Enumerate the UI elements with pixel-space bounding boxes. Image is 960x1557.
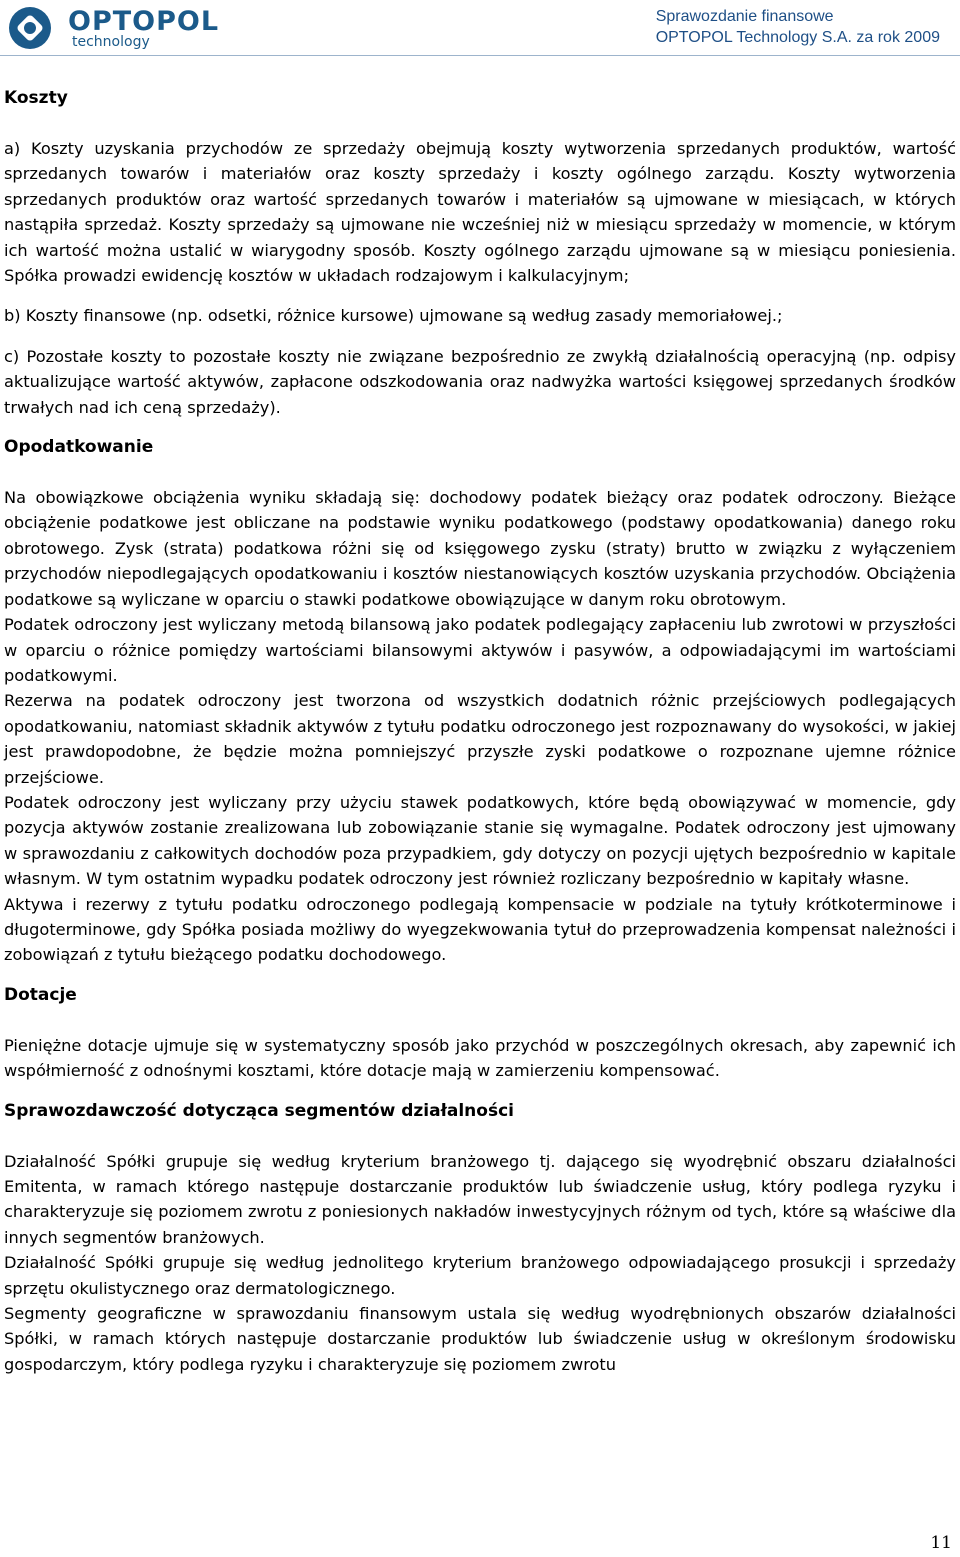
header-line-1: Sprawozdanie finansowe — [655, 8, 834, 25]
paragraph-opodatkowanie-4: Podatek odroczony jest wyliczany przy użyciu stawek podatkowych, które będą obowiązywać w momencie, gdy pozycja aktywów zostanie zrealizowana lub zobowiązanie stanie się wymagalne. Podatek odroczony jest ujmowany w sprawozdaniu z całkowitych dochodów poza przypadkiem, gdy dotyczy on pozycji ujętych bezpośrednio w kapitale własnym. W tym ostatnim wypadku podatek odroczony jest również rozliczany bezpośrednio w kapitały własne. — [4, 792, 956, 889]
paragraph-opodatkowanie-3: Rezerwa na podatek odroczony jest tworzona od wszystkich dodatnich różnic przejściowych podlegających opodatkowaniu, natomiast składnik aktywów z tytułu podatku odroczonego jest rozpoznawany do wysokości, w jakiej jest prawdopodobne, że będzie można pomniejszyć przyszłe zyski podatkowe o rozpoznane ujemne różnice przejściowe. — [4, 691, 956, 787]
section-title-segmenty: Sprawozdawczość dotycząca segmentów działalności — [4, 1100, 514, 1121]
optopol-logo — [6, 4, 246, 52]
header-divider — [0, 55, 960, 56]
paragraph-segmenty-3: Segmenty geograficzne w sprawozdaniu finansowym ustala się według wyodrębnionych obszarów działalności Spółki, w ramach których następuje dostarczanie produktów lub świadczenie usług w określonym środowisku gospodarczym, który podlega ryzyku i charakteryzuje się poziomem zwrotu — [4, 1304, 956, 1374]
document-body — [4, 86, 956, 1377]
paragraph-opodatkowanie-5: Aktywa i rezerwy z tytułu podatku odroczonego podlegają kompensacie w podziale na tytuły krótkoterminowe i długoterminowe, gdy Spółka posiada możliwy do wyegzekwowania tytuł do przeprowadzenia kompensat należności i zobowiązań z tytułu bieżącego podatku dochodowego. — [4, 894, 956, 965]
paragraph-opodatkowanie-2: Podatek odroczony jest wyliczany metodą bilansową jako podatek podlegający zapłaceniu lub zwrotowi w przyszłości w oparciu o różnice pomiędzy wartościami bilansowymi aktywów i pasywów, a odpowiadającymi im wartościami podatkowymi. — [4, 615, 956, 685]
header-line-2: OPTOPOL Technology S.A. za rok 2009 — [655, 29, 940, 46]
header-document-info — [656, 6, 940, 48]
paragraph-opodatkowanie-1: Na obowiązkowe obciążenia wyniku składają się: dochodowy podatek bieżący oraz podatek odroczony. Bieżące obciążenie podatkowe jest obliczane na podstawie wyniku podatkowego (podstawy opodatkowania) danego roku obrotowego. Zysk (strata) podatkowa różni się od księgowego zysku (straty) brutto w związku z wyłączeniem przychodów niepodlegających opodatkowaniu i kosztów niestanowiących kosztów uzyskania przychodów. Obciążenia podatkowe są wyliczane w oparciu o stawki podatkowe obowiązujące w danym roku obrotowym. — [4, 488, 956, 609]
section-title-koszty: Koszty — [4, 88, 68, 108]
section-title-opodatkowanie: Opodatkowanie — [4, 437, 154, 458]
paragraph-koszty-b: b) Koszty finansowe (np. odsetki, różnice kursowe) ujmowane są według zasady memoriałowej.; — [4, 306, 783, 326]
paragraph-segmenty-2: Działalność Spółki grupuje się według jednolitego kryterium branżowego odpowiadającego prosukcji i sprzedaży sprzętu okulistycznego oraz dermatologicznego. — [4, 1253, 956, 1298]
paragraph-koszty-a: a) Koszty uzyskania przychodów ze sprzedaży obejmują koszty wytworzenia sprzedanych produktów, wartość sprzedanych towarów i materiałów oraz koszty sprzedaży i koszty ogólnego zarządu. Koszty wytworzenia sprzedanych produktów oraz wartość sprzedanych towarów i materiałów są ujmowane w miesiącach, w których nastąpiła sprzedaż. Koszty sprzedaży są ujmowane nie wcześniej niż w miesiącu sprzedaży w momencie, w którym ich wartość można ustalić w wiarygodny sposób. Koszty ogólnego zarządu ujmowane są w miesiącu poniesienia. Spółka prowadzi ewidencję kosztów w układach rodzajowym i kalkulacyjnym; — [4, 139, 956, 286]
paragraph-koszty-c: c) Pozostałe koszty to pozostałe koszty nie związane bezpośrednio ze zwykłą działalnością operacyjną (np. odpisy aktualizujące wartość aktywów, zapłacone odszkodowania oraz nadwyżka wartości księgowej sprzedanych środków trwałych nad ich ceną sprzedaży). — [4, 346, 956, 417]
logo-subtitle: technology — [72, 34, 150, 50]
paragraph-segmenty-1: Działalność Spółki grupuje się według kryterium branżowego tj. dającego się wyodrębnić obszaru działalności Emitenta, w ramach którego następuje dostarczanie produktów lub świadczenie usług, który podlega ryzyku i charakteryzuje się poziomem zwrotu z poniesionych nakładów inwestycyjnych różnym od tych, które są właściwe dla innych segmentów branżowych. — [4, 1151, 956, 1247]
page-number: 11 — [930, 1533, 952, 1553]
section-title-dotacje: Dotacje — [4, 984, 77, 1005]
paragraph-dotacje-1: Pieniężne dotacje ujmuje się w systematyczny sposób jako przychód w poszczególnych okresach, aby zapewnić ich współmierność z odnośnymi kosztami, które dotacje mają w zamierzeniu kompensować. — [4, 1035, 956, 1081]
logo-wordmark: OPTOPOL — [68, 6, 220, 37]
optopol-logo-icon — [6, 4, 62, 52]
page-header — [0, 0, 960, 56]
